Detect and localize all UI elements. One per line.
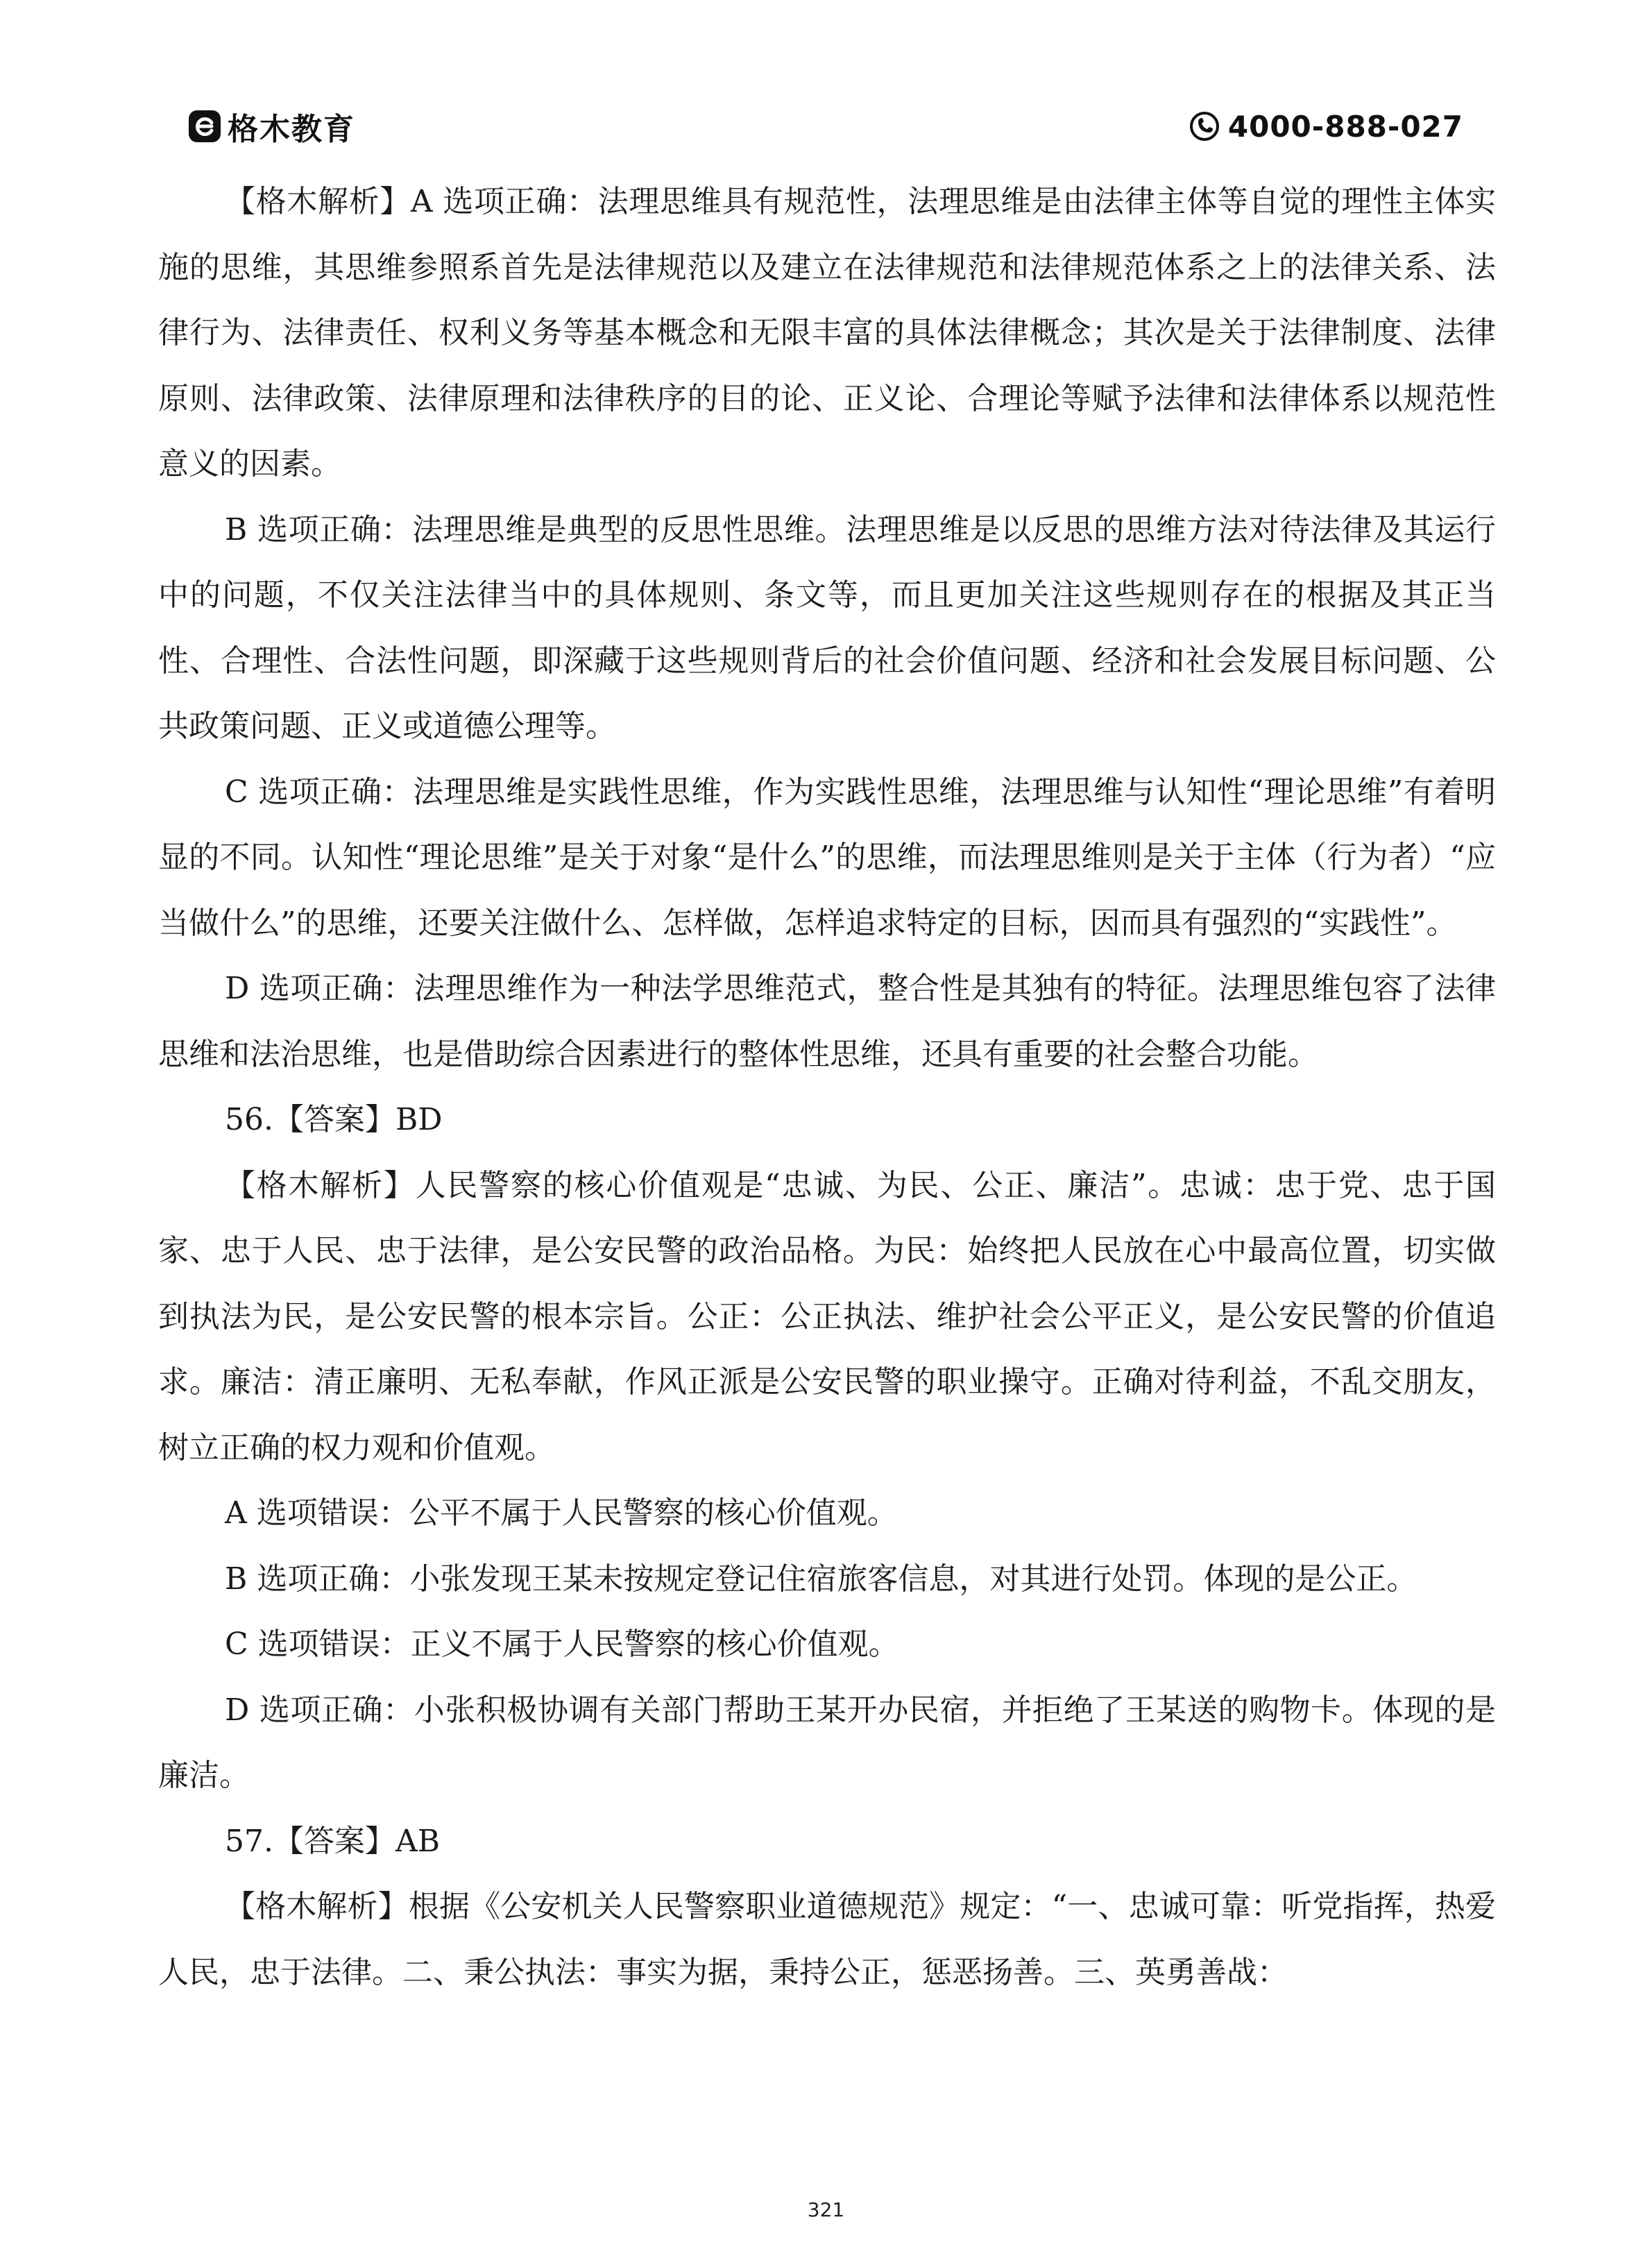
analysis-56-option-c: C 选项错误：正义不属于人民警察的核心价值观。	[225, 1627, 899, 1662]
analysis-56-option-b: B 选项正确：小张发现王某未按规定登记住宿旅客信息，对其进行处罚。体现的是公正。	[225, 1561, 1417, 1597]
analysis-57: 【格木解析】根据《公安机关人民警察职业道德规范》规定：“一、忠诚可靠：听党指挥，热爱人民，忠于法律。二、秉公执法：事实为据，秉持公正，惩恶扬善。三、英勇善战：	[158, 1889, 1496, 1990]
analysis-56: 【格木解析】人民警察的核心价值观是“忠诚、为民、公正、廉洁”。忠诚：忠于党、忠于国家、忠于人民、忠于法律，是公安民警的政治品格。为民：始终把人民放在心中最高位置，切实做到执法为民，是公安民警的根本宗旨。公正：公正执法、维护社会公平正义，是公安民警的价值追求。廉洁：清正廉明、无私奉献，作风正派是公安民警的职业操守。正确对待利益，不乱交朋友，树立正确的权力观和价值观。	[158, 1167, 1496, 1466]
phone-contact	[1188, 110, 1463, 144]
brand-e-logo-icon	[189, 110, 221, 142]
analysis-56-option-a: A 选项错误：公平不属于人民警察的核心价值观。	[225, 1495, 898, 1531]
analysis-55-option-a: 【格木解析】A 选项正确：法理思维具有规范性，法理思维是由法律主体等自觉的理性主体实施的思维，其思维参照系首先是法律规范以及建立在法律规范和法律规范体系之上的法律关系、法律行为、法律责任、权利义务等基本概念和无限丰富的具体法律概念；其次是关于法律制度、法律原则、法律政策、法律原理和法律秩序的目的论、正义论、合理论等赋予法律和法律体系以规范性意义的因素。	[158, 184, 1496, 482]
answer-57: 57.【答案】AB	[225, 1823, 441, 1859]
analysis-56-option-d: D 选项正确：小张积极协调有关部门帮助王某开办民宿，并拒绝了王某送的购物卡。体现的是廉洁。	[158, 1692, 1496, 1793]
analysis-55-option-b: B 选项正确：法理思维是典型的反思性思维。法理思维是以反思的思维方法对待法律及其运行中的问题，不仅关注法律当中的具体规则、条文等，而且更加关注这些规则存在的根据及其正当性、合理性、合法性问题，即深藏于这些规则背后的社会价值问题、经济和社会发展目标问题、公共政策问题、正义或道德公理等。	[158, 511, 1496, 744]
page-header	[189, 101, 1463, 151]
page-number: 321	[807, 2198, 845, 2221]
answer-56: 56.【答案】BD	[225, 1102, 443, 1137]
analysis-55-option-c: C 选项正确：法理思维是实践性思维，作为实践性思维，法理思维与认知性“理论思维”有着明显的不同。认知性“理论思维”是关于对象“是什么”的思维，而法理思维则是关于主体（行为者）“应当做什么”的思维，还要关注做什么、怎样做，怎样追求特定的目标，因而具有强烈的“实践性”。	[158, 774, 1496, 941]
phone-headset-icon	[1188, 110, 1221, 143]
brand	[189, 104, 355, 148]
phone-number: 4000-888-027	[1227, 109, 1463, 144]
analysis-55-option-d: D 选项正确：法理思维作为一种法学思维范式，整合性是其独有的特征。法理思维包容了法律思维和法治思维，也是借助综合因素进行的整体性思维，还具有重要的社会整合功能。	[158, 971, 1496, 1072]
brand-name: 格木教育	[228, 112, 355, 147]
document-body	[158, 169, 1496, 2005]
